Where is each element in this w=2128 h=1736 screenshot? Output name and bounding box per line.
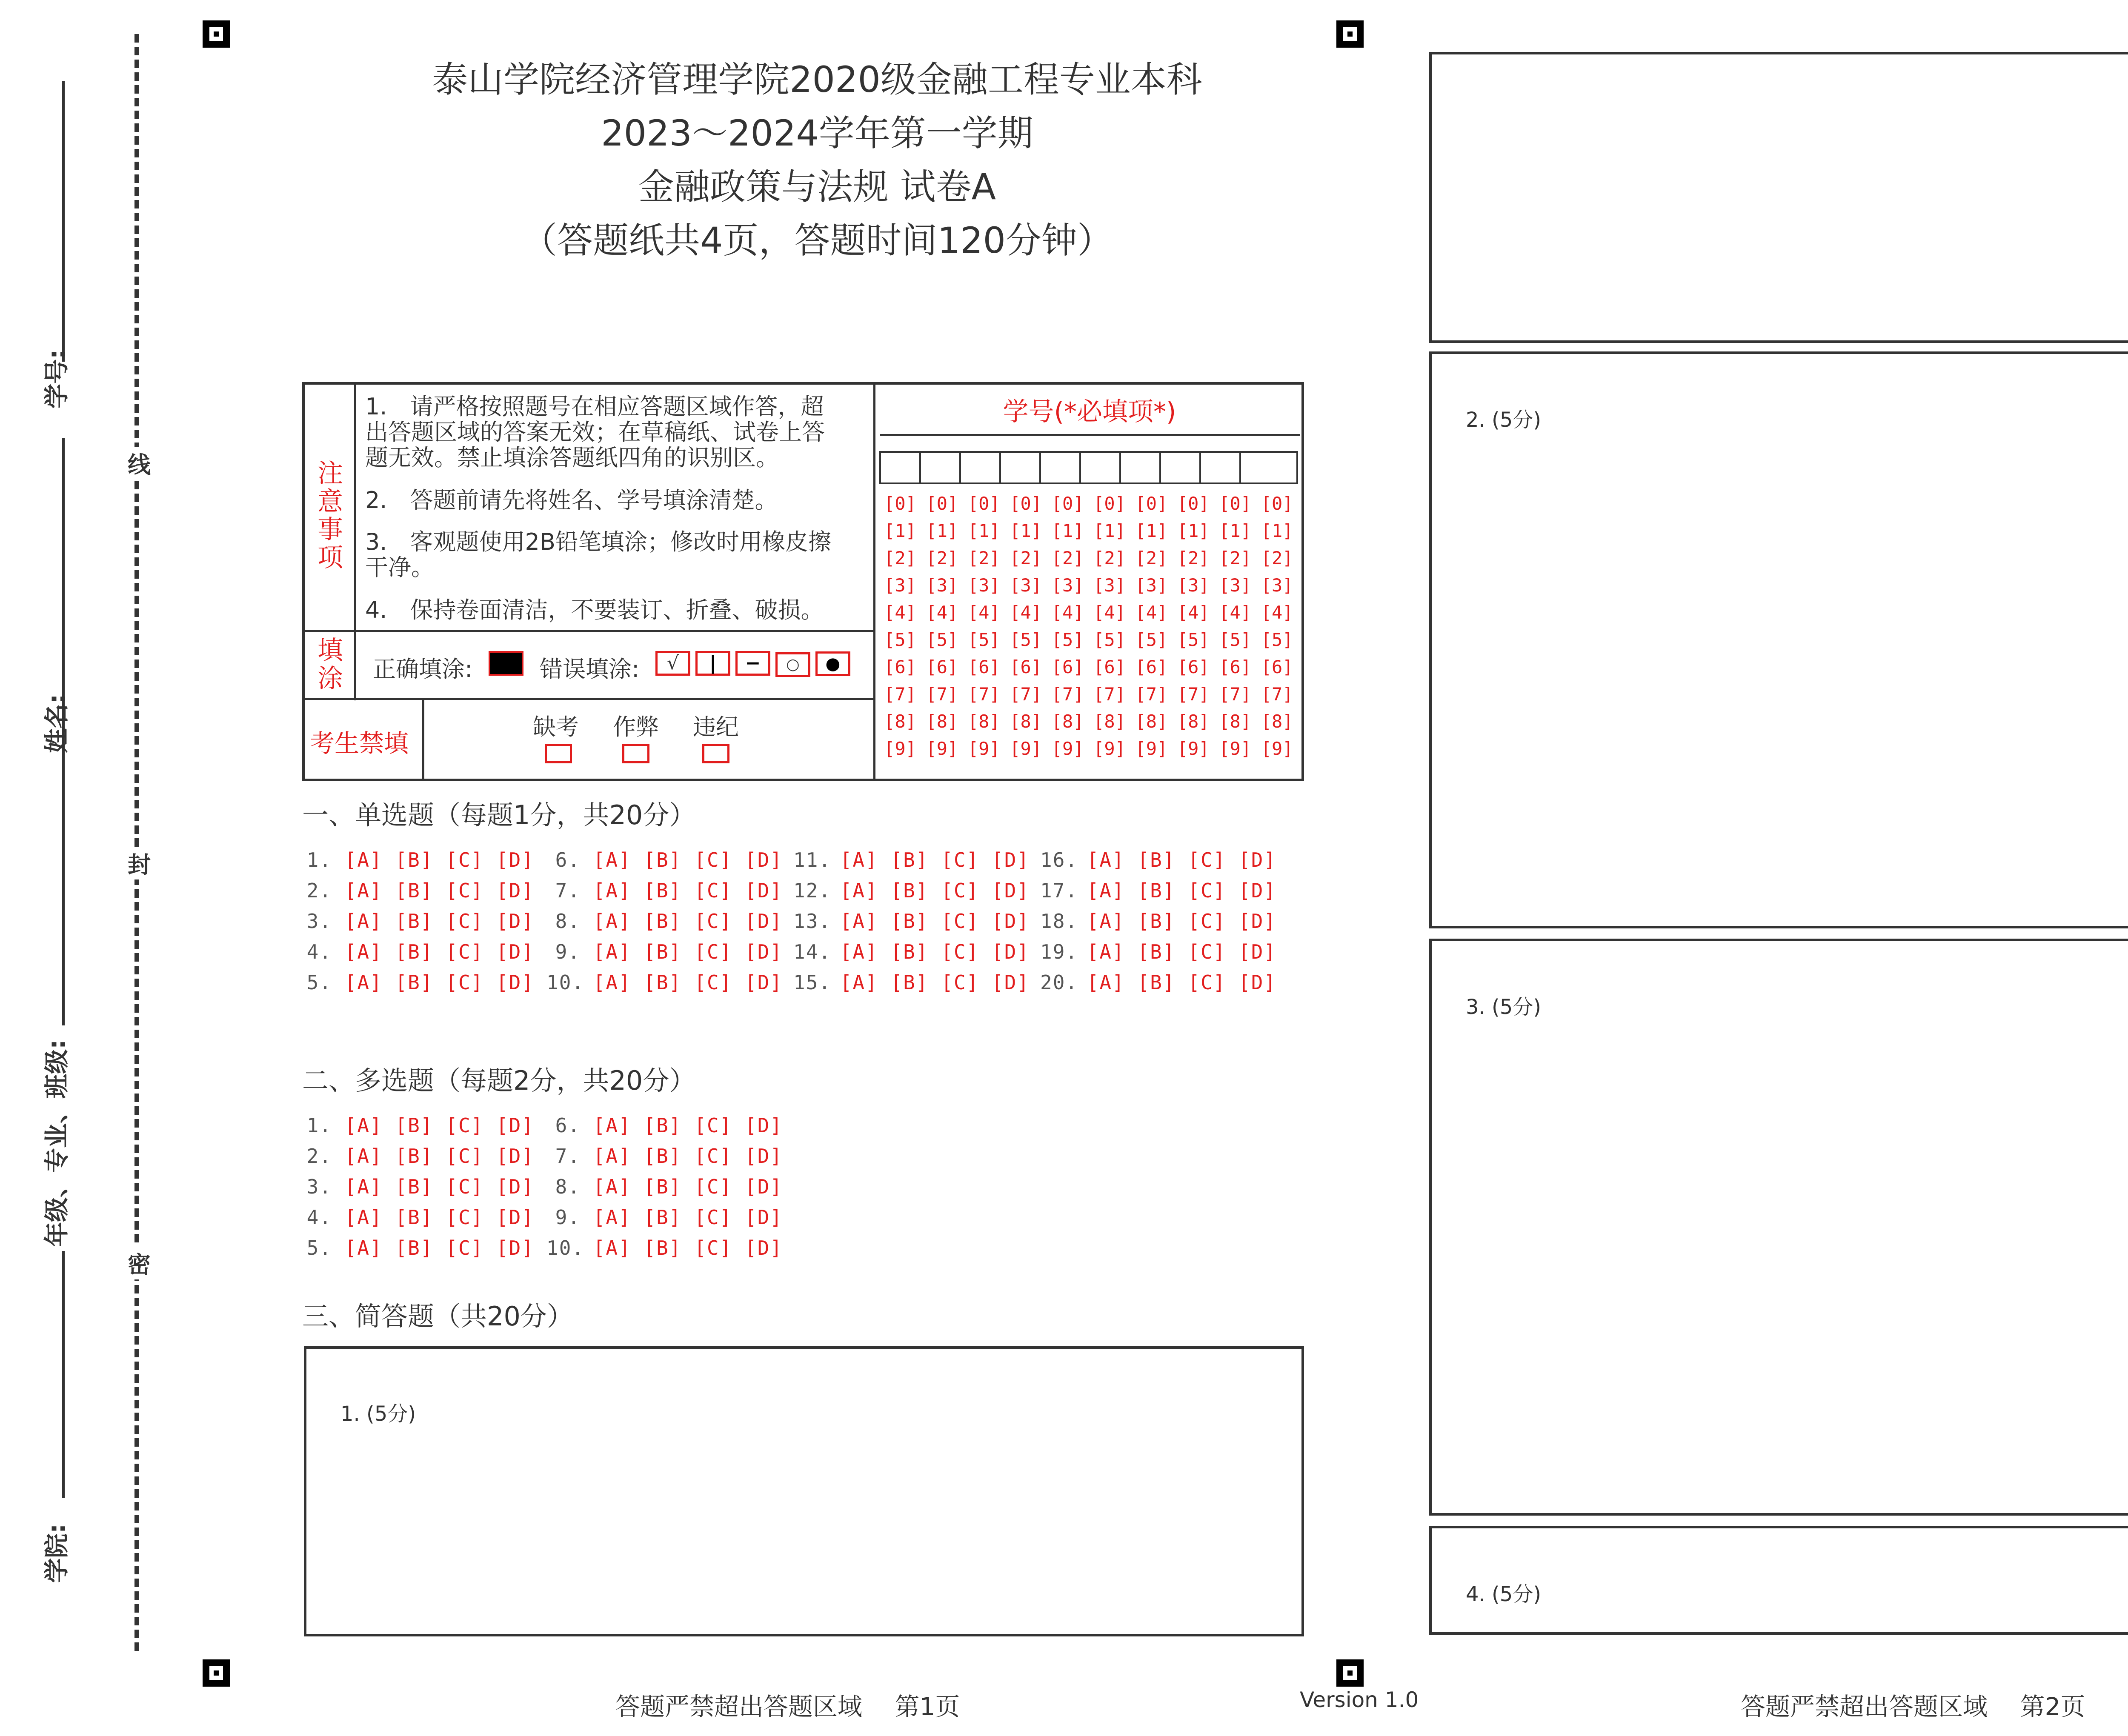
correct-fill-label: 正确填涂: xyxy=(373,656,473,682)
forbid-absent-label: 缺考 xyxy=(533,714,579,740)
student-id-bubble[interactable]: [1] xyxy=(1219,520,1252,541)
question-number: 5. xyxy=(306,971,332,994)
student-id-bubble[interactable]: [8] xyxy=(1135,711,1168,732)
answer-options[interactable]: [A] [B] [C] [D] xyxy=(593,1145,783,1168)
student-id-column[interactable] xyxy=(1005,490,1047,762)
student-id-bubble[interactable]: [6] xyxy=(1051,657,1084,677)
student-id-column[interactable] xyxy=(1047,490,1089,762)
answer-options[interactable]: [A] [B] [C] [D] xyxy=(840,940,1030,963)
name-line xyxy=(62,438,65,821)
answer-label-q2: 2. (5分) xyxy=(1466,408,1542,432)
question-number: 4. xyxy=(306,940,332,963)
forbid-heading-divider xyxy=(422,698,424,781)
question-row[interactable] xyxy=(298,1175,534,1198)
student-id-bubble[interactable]: [3] xyxy=(1010,575,1042,596)
student-id-bubble[interactable]: [9] xyxy=(884,738,916,759)
question-row[interactable] xyxy=(1040,940,1276,963)
question-row[interactable] xyxy=(298,1206,534,1229)
answer-options[interactable]: [A] [B] [C] [D] xyxy=(344,848,535,871)
wrong-fill-label: 错误填涂: xyxy=(540,656,640,682)
seal-text-seal: 封 xyxy=(128,847,146,879)
student-id-bubble[interactable]: [8] xyxy=(926,711,958,732)
student-id-bubble[interactable]: [2] xyxy=(967,548,1000,568)
question-number: 4. xyxy=(306,1206,332,1229)
student-id-column[interactable] xyxy=(1214,490,1256,762)
student-id-bubble[interactable]: [2] xyxy=(1135,548,1168,568)
question-row[interactable] xyxy=(298,971,534,994)
question-row[interactable] xyxy=(546,1114,783,1137)
student-id-column[interactable] xyxy=(879,490,921,762)
college-label: 学院: xyxy=(42,1523,71,1583)
question-row[interactable] xyxy=(793,910,1030,933)
fill-bottom-divider xyxy=(302,698,875,700)
corner-marker-top-middle xyxy=(1336,20,1364,48)
student-id-bubble[interactable]: [6] xyxy=(1093,657,1126,677)
student-id-column[interactable] xyxy=(963,490,1005,762)
question-number: 17. xyxy=(1040,879,1078,902)
student-id-bubble[interactable]: [7] xyxy=(967,684,1000,705)
student-id-bubble[interactable]: [9] xyxy=(1093,738,1126,759)
footer-version: Version 1.0 xyxy=(1300,1687,1419,1712)
question-row[interactable] xyxy=(546,848,783,871)
student-id-bubble[interactable]: [9] xyxy=(1177,738,1210,759)
student-id-bubble[interactable]: [0] xyxy=(1219,493,1252,514)
answer-options[interactable]: [A] [B] [C] [D] xyxy=(1087,848,1277,871)
student-id-bubble[interactable]: [4] xyxy=(1010,602,1042,623)
footer-page-1: 答题严禁超出答题区域 第1页 xyxy=(615,1692,960,1721)
student-id-heading-rule xyxy=(880,434,1300,436)
question-number: 6. xyxy=(555,1114,581,1137)
student-id-bubble[interactable]: [9] xyxy=(1219,738,1252,759)
student-id-bubble[interactable]: [5] xyxy=(1135,629,1168,650)
student-id-bubble[interactable]: [5] xyxy=(1051,629,1084,650)
student-id-bubble[interactable]: [5] xyxy=(926,629,958,650)
answer-options[interactable]: [A] [B] [C] [D] xyxy=(593,971,783,994)
answer-options[interactable]: [A] [B] [C] [D] xyxy=(344,940,535,963)
student-id-bubble[interactable]: [3] xyxy=(1219,575,1252,596)
question-number: 10. xyxy=(546,1236,585,1259)
student-id-bubble[interactable]: [3] xyxy=(1177,575,1210,596)
student-id-bubble[interactable]: [0] xyxy=(1177,493,1210,514)
student-id-bubble[interactable]: [8] xyxy=(884,711,916,732)
student-no-label: 学号: xyxy=(42,349,71,408)
question-row[interactable] xyxy=(298,848,534,871)
student-id-bubble[interactable]: [1] xyxy=(1135,520,1168,541)
student-id-bubble[interactable]: [2] xyxy=(1219,548,1252,568)
question-number: 12. xyxy=(793,879,832,902)
answer-options[interactable]: [A] [B] [C] [D] xyxy=(344,1175,535,1198)
wrong-fill-examples xyxy=(655,651,850,677)
student-id-bubble[interactable]: [1] xyxy=(1177,520,1210,541)
forbid-heading: 考生禁填 xyxy=(310,729,409,758)
student-id-bubble[interactable]: [1] xyxy=(884,520,916,541)
binding-dashed-line xyxy=(134,34,139,1651)
answer-options[interactable]: [A] [B] [C] [D] xyxy=(593,1114,783,1137)
student-id-bubble[interactable]: [9] xyxy=(1261,738,1293,759)
seal-text-line: 线 xyxy=(128,447,146,480)
student-id-bubble[interactable]: [7] xyxy=(1261,684,1293,705)
student-id-bubble[interactable]: [1] xyxy=(1051,520,1084,541)
student-id-bubble[interactable]: [3] xyxy=(1135,575,1168,596)
student-id-bubble[interactable]: [4] xyxy=(884,602,916,623)
question-row[interactable] xyxy=(793,940,1030,963)
student-id-column[interactable] xyxy=(1173,490,1214,762)
student-id-bubble[interactable]: [4] xyxy=(1051,602,1084,623)
student-id-bubble[interactable]: [0] xyxy=(1051,493,1084,514)
student-id-bubble[interactable]: [0] xyxy=(1261,493,1293,514)
answer-options[interactable]: [A] [B] [C] [D] xyxy=(840,879,1030,902)
student-id-bubble[interactable]: [9] xyxy=(926,738,958,759)
answer-options[interactable]: [A] [B] [C] [D] xyxy=(593,879,783,902)
question-row[interactable] xyxy=(298,1236,534,1259)
seal-text-secret: 密 xyxy=(128,1247,146,1279)
student-id-bubble[interactable]: [6] xyxy=(926,657,958,677)
question-number: 7. xyxy=(555,1145,581,1168)
question-row[interactable] xyxy=(298,910,534,933)
student-id-bubble[interactable]: [9] xyxy=(1051,738,1084,759)
forbid-violation-box[interactable] xyxy=(702,744,729,763)
answer-box-q2[interactable] xyxy=(1429,351,2128,928)
question-row[interactable] xyxy=(1040,879,1276,902)
title-line-3: 金融政策与法规 试卷A xyxy=(638,166,996,208)
forbid-absent-box[interactable] xyxy=(545,744,572,763)
question-number: 20. xyxy=(1040,971,1078,994)
student-id-bubble[interactable]: [3] xyxy=(1051,575,1084,596)
question-number: 18. xyxy=(1040,910,1078,933)
question-row[interactable] xyxy=(546,940,783,963)
student-id-bubble[interactable]: [2] xyxy=(926,548,958,568)
student-id-bubble[interactable]: [5] xyxy=(967,629,1000,650)
question-number: 7. xyxy=(555,879,581,902)
student-id-bubble[interactable]: [3] xyxy=(884,575,916,596)
student-id-bubble[interactable]: [7] xyxy=(1010,684,1042,705)
answer-options[interactable]: [A] [B] [C] [D] xyxy=(840,910,1030,933)
student-id-bubble[interactable]: [6] xyxy=(1219,657,1252,677)
answer-options[interactable]: [A] [B] [C] [D] xyxy=(593,1236,783,1259)
student-id-bubble[interactable]: [6] xyxy=(967,657,1000,677)
question-number: 2. xyxy=(306,1145,332,1168)
question-row[interactable] xyxy=(298,1114,534,1137)
answer-options[interactable]: [A] [B] [C] [D] xyxy=(344,879,535,902)
forbid-cheat-label: 作弊 xyxy=(613,714,659,740)
student-id-bubble[interactable]: [3] xyxy=(926,575,958,596)
question-number: 1. xyxy=(306,1114,332,1137)
wrong-mark-check: √ xyxy=(655,651,690,676)
answer-options[interactable]: [A] [B] [C] [D] xyxy=(344,1114,535,1137)
student-id-bubble[interactable]: [0] xyxy=(926,493,958,514)
student-id-bubble[interactable]: [5] xyxy=(1093,629,1126,650)
corner-marker-top-left xyxy=(203,20,230,48)
student-id-bubble[interactable]: [6] xyxy=(1010,657,1042,677)
student-id-bubble[interactable]: [4] xyxy=(1093,602,1126,623)
student-id-bubble[interactable]: [8] xyxy=(1261,711,1293,732)
notice-heading: 注意事项 xyxy=(317,459,343,573)
answer-options[interactable]: [A] [B] [C] [D] xyxy=(1087,940,1277,963)
question-row[interactable] xyxy=(793,879,1030,902)
answer-label-q1: 1. (5分) xyxy=(340,1402,416,1426)
footer-page-2: 答题严禁超出答题区域 第2页 xyxy=(1741,1692,2085,1721)
student-id-column[interactable] xyxy=(1130,490,1172,762)
student-id-write-grid[interactable] xyxy=(879,451,1298,484)
question-row[interactable] xyxy=(546,1236,783,1259)
answer-options[interactable]: [A] [B] [C] [D] xyxy=(344,1145,535,1168)
answer-options[interactable]: [A] [B] [C] [D] xyxy=(344,1206,535,1229)
question-number: 6. xyxy=(555,848,581,871)
student-id-bubble[interactable]: [6] xyxy=(884,657,916,677)
question-row[interactable] xyxy=(546,879,783,902)
student-id-bubble[interactable]: [7] xyxy=(1219,684,1252,705)
question-row[interactable] xyxy=(298,1145,534,1168)
student-id-bubble[interactable]: [7] xyxy=(1177,684,1210,705)
wrong-mark-circle: ○ xyxy=(775,652,810,677)
student-id-bubble[interactable]: [2] xyxy=(1010,548,1042,568)
notice-bottom-divider xyxy=(302,630,875,632)
student-id-bubble[interactable]: [1] xyxy=(967,520,1000,541)
student-id-bubble[interactable]: [4] xyxy=(1135,602,1168,623)
student-id-column[interactable] xyxy=(1089,490,1130,762)
student-id-bubble[interactable]: [9] xyxy=(1135,738,1168,759)
question-number: 9. xyxy=(555,1206,581,1229)
answer-options[interactable]: [A] [B] [C] [D] xyxy=(593,1206,783,1229)
student-id-bubble[interactable]: [0] xyxy=(1010,493,1042,514)
student-id-bubble[interactable]: [6] xyxy=(1261,657,1293,677)
student-id-bubble[interactable]: [2] xyxy=(1051,548,1084,568)
student-id-bubble[interactable]: [8] xyxy=(1177,711,1210,732)
question-row[interactable] xyxy=(793,848,1030,871)
wrong-mark-dot: ● xyxy=(815,651,850,676)
forbid-cheat-box[interactable] xyxy=(622,744,649,763)
student-id-bubble[interactable]: [0] xyxy=(884,493,916,514)
answer-options[interactable]: [A] [B] [C] [D] xyxy=(593,848,783,871)
question-row[interactable] xyxy=(298,879,534,902)
name-label: 姓名: xyxy=(42,694,71,753)
student-id-bubble[interactable]: [8] xyxy=(967,711,1000,732)
student-id-bubble[interactable]: [0] xyxy=(967,493,1000,514)
student-id-bubble[interactable]: [2] xyxy=(1093,548,1126,568)
student-id-bubble[interactable]: [1] xyxy=(1093,520,1126,541)
section-1-heading: 一、单选题（每题1分，共20分） xyxy=(302,799,696,831)
question-number: 1. xyxy=(306,848,332,871)
answer-options[interactable]: [A] [B] [C] [D] xyxy=(593,1175,783,1198)
question-row[interactable] xyxy=(546,1175,783,1198)
forbid-violation-label: 违纪 xyxy=(693,714,739,740)
answer-options[interactable]: [A] [B] [C] [D] xyxy=(344,910,535,933)
student-id-bubble[interactable]: [7] xyxy=(1135,684,1168,705)
student-id-bubble[interactable]: [7] xyxy=(926,684,958,705)
grade-line xyxy=(62,779,65,1025)
student-id-bubble[interactable]: [4] xyxy=(926,602,958,623)
student-id-bubble[interactable]: [5] xyxy=(884,629,916,650)
answer-box-q3[interactable] xyxy=(1429,939,2128,1516)
answer-label-q4: 4. (5分) xyxy=(1466,1582,1542,1606)
student-id-bubble[interactable]: [3] xyxy=(1093,575,1126,596)
wrong-mark-bar: | xyxy=(695,651,730,676)
title-line-4: （答题纸共4页，答题时间120分钟） xyxy=(521,220,1113,261)
notice-item-4: 4. 保持卷面清洁，不要装订、折叠、破损。 xyxy=(365,597,824,623)
question-row[interactable] xyxy=(546,1206,783,1229)
grade-major-class-label: 年级、专业、班级: xyxy=(42,1039,71,1247)
question-number: 15. xyxy=(793,971,832,994)
section-3-heading: 三、简答题（共20分） xyxy=(302,1301,573,1332)
student-id-bubble[interactable]: [2] xyxy=(1177,548,1210,568)
question-row[interactable] xyxy=(1040,971,1276,994)
student-id-column[interactable] xyxy=(921,490,963,762)
student-id-bubble[interactable]: [5] xyxy=(1219,629,1252,650)
student-id-bubble[interactable]: [8] xyxy=(1051,711,1084,732)
question-row[interactable] xyxy=(298,940,534,963)
answer-options[interactable]: [A] [B] [C] [D] xyxy=(593,940,783,963)
answer-options[interactable]: [A] [B] [C] [D] xyxy=(840,971,1030,994)
title-line-1: 泰山学院经济管理学院2020级金融工程专业本科 xyxy=(432,59,1202,100)
corner-marker-bottom-left xyxy=(203,1659,230,1687)
question-number: 14. xyxy=(793,940,832,963)
question-number: 2. xyxy=(306,879,332,902)
student-id-bubble[interactable]: [7] xyxy=(884,684,916,705)
question-number: 8. xyxy=(555,910,581,933)
student-id-bubble[interactable]: [3] xyxy=(967,575,1000,596)
answer-options[interactable]: [A] [B] [C] [D] xyxy=(593,910,783,933)
student-id-bubble[interactable]: [5] xyxy=(1010,629,1042,650)
corner-marker-bottom-middle xyxy=(1336,1659,1364,1687)
notice-heading-divider xyxy=(354,382,356,700)
student-id-bubble[interactable]: [7] xyxy=(1093,684,1126,705)
question-number: 19. xyxy=(1040,940,1078,963)
student-id-bubble[interactable]: [6] xyxy=(1177,657,1210,677)
question-row[interactable] xyxy=(546,910,783,933)
student-id-bubble[interactable]: [8] xyxy=(1219,711,1252,732)
college-line xyxy=(62,1251,65,1498)
question-number: 9. xyxy=(555,940,581,963)
question-row[interactable] xyxy=(1040,848,1276,871)
question-number: 16. xyxy=(1040,848,1078,871)
student-id-bubble[interactable]: [6] xyxy=(1135,657,1168,677)
student-id-bubble[interactable]: [5] xyxy=(1177,629,1210,650)
student-id-bubble[interactable]: [2] xyxy=(1261,548,1293,568)
question-row[interactable] xyxy=(793,971,1030,994)
student-no-line xyxy=(62,81,65,362)
student-id-bubble[interactable]: [4] xyxy=(1261,602,1293,623)
student-id-bubble[interactable]: [1] xyxy=(1261,520,1293,541)
student-id-bubble[interactable]: [0] xyxy=(1093,493,1126,514)
notice-item-2: 2. 答题前请先将姓名、学号填涂清楚。 xyxy=(365,487,778,514)
answer-options[interactable]: [A] [B] [C] [D] xyxy=(344,1236,535,1259)
student-id-bubble[interactable]: [9] xyxy=(1010,738,1042,759)
student-id-bubble[interactable]: [0] xyxy=(1135,493,1168,514)
section-2-heading: 二、多选题（每题2分，共20分） xyxy=(302,1065,696,1096)
id-panel-divider xyxy=(873,382,875,781)
student-id-bubble[interactable]: [8] xyxy=(1010,711,1042,732)
wrong-mark-dash: − xyxy=(735,651,770,676)
answer-options[interactable]: [A] [B] [C] [D] xyxy=(344,971,535,994)
student-id-bubble[interactable]: [4] xyxy=(967,602,1000,623)
student-id-column[interactable] xyxy=(1256,490,1298,762)
question-row[interactable] xyxy=(546,1145,783,1168)
question-number: 13. xyxy=(793,910,832,933)
student-id-bubble[interactable]: [5] xyxy=(1261,629,1293,650)
student-id-bubble[interactable]: [2] xyxy=(884,548,916,568)
question-number: 5. xyxy=(306,1236,332,1259)
answer-options[interactable]: [A] [B] [C] [D] xyxy=(1087,971,1277,994)
answer-options[interactable]: [A] [B] [C] [D] xyxy=(1087,910,1277,933)
question-number: 11. xyxy=(793,848,832,871)
notice-item-3: 3. 客观题使用2B铅笔填涂；修改时用橡皮擦干净。 xyxy=(365,528,831,581)
student-id-bubble[interactable]: [1] xyxy=(1010,520,1042,541)
answer-box-continuation[interactable] xyxy=(1429,52,2128,343)
correct-fill-example xyxy=(489,651,523,676)
title-line-2: 2023～2024学年第一学期 xyxy=(601,112,1033,154)
answer-options[interactable]: [A] [B] [C] [D] xyxy=(1087,879,1277,902)
student-id-bubble[interactable]: [4] xyxy=(1177,602,1210,623)
student-id-bubble[interactable]: [8] xyxy=(1093,711,1126,732)
question-number: 10. xyxy=(546,971,585,994)
student-id-bubble[interactable]: [3] xyxy=(1261,575,1293,596)
student-id-heading: 学号(*必填项*) xyxy=(1003,397,1176,427)
fill-heading: 填涂 xyxy=(317,636,343,694)
student-id-bubble[interactable]: [4] xyxy=(1219,602,1252,623)
notice-item-1: 1. 请严格按照题号在相应答题区域作答，超出答题区域的答案无效；在草稿纸、试卷上答题无效。禁止填涂答题纸四角的识别区。 xyxy=(365,393,825,471)
question-number: 3. xyxy=(306,910,332,933)
question-row[interactable] xyxy=(546,971,783,994)
answer-box-q1[interactable] xyxy=(304,1346,1304,1636)
question-row[interactable] xyxy=(1040,910,1276,933)
answer-options[interactable]: [A] [B] [C] [D] xyxy=(840,848,1030,871)
student-id-bubble[interactable]: [1] xyxy=(926,520,958,541)
student-id-bubble[interactable]: [7] xyxy=(1051,684,1084,705)
question-number: 3. xyxy=(306,1175,332,1198)
answer-label-q3: 3. (5分) xyxy=(1466,995,1542,1019)
question-number: 8. xyxy=(555,1175,581,1198)
student-id-bubble[interactable]: [9] xyxy=(967,738,1000,759)
